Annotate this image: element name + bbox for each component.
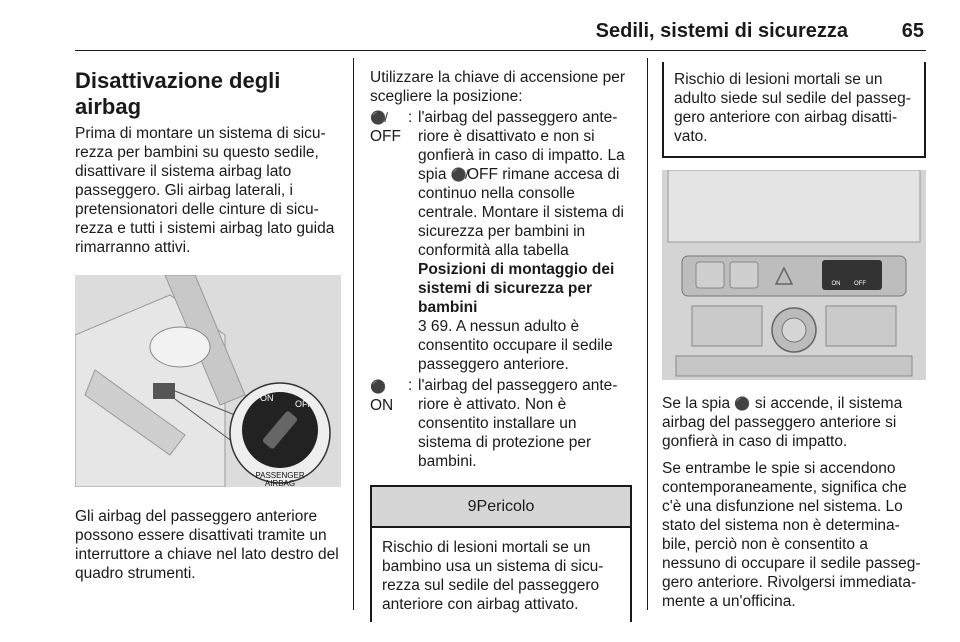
airbag-on-icon: ⚫ [370, 378, 387, 394]
danger-box [370, 485, 632, 622]
column-divider-left [353, 58, 354, 610]
definition-on-key: ⚫ ON [370, 378, 394, 414]
definition-off-key: ⚫̸ OFF [370, 110, 401, 146]
page-ref-arrow-icon: 3 [418, 318, 427, 336]
light-on-paragraph: Se la spia ⚫ si accende, il sistema airbag del passeggero anteriore si gonfierà in caso di impatto. [662, 395, 903, 451]
danger-title: Pericolo [476, 498, 535, 516]
airbag-off-icon: ⚫̸ [450, 167, 467, 183]
reference-title: Posizioni di montaggio dei sistemi di sicurezza per bambini [418, 261, 615, 317]
column-2 [370, 68, 632, 622]
console-on-label: ON [831, 281, 841, 287]
position-intro: Utilizzare la chiave di accensione per scegliere la posizione: [370, 69, 626, 105]
column-3 [662, 62, 926, 611]
definition-off-text: l'airbag del passeggero ante-riore è disattivato e non si gonfierà in caso di impatto. La spia ⚫̸OFF rimane accesa di continuo nella consolle centrale. Montare il sistema di sicurezza per bambini in conformità alla tabella Posizioni di montaggio dei sistemi di sicurezza per bambini 3 69. A nessun adulto è consentito occupare il sedile passeggero anteriore. [418, 109, 625, 374]
switch-label-line2: AIRBAG [264, 479, 296, 487]
section-title: Disattivazione degli airbag [75, 68, 281, 119]
airbag-off-icon: ⚫̸ [370, 110, 387, 126]
definition-on-text: l'airbag del passeggero ante-riore è attivato. Non è consentito installare un sistema di protezione per bambini. [418, 377, 618, 471]
console-off-label: OFF [854, 281, 866, 287]
switch-off-label: OFF [295, 399, 313, 409]
airbag-switch-illustration [75, 275, 341, 487]
center-console-illustration [662, 170, 926, 380]
column-1 [75, 62, 341, 583]
definition-on: ⚫ ON : l'airbag del passeggero ante-riore è attivato. Non è consentito installare un sistema di protezione per bambini. [370, 376, 632, 471]
key-switch-paragraph: Gli airbag del passeggero anteriore possono essere disattivati tramite un interruttore a chiave nel lato destro del quadro strumenti. [75, 508, 339, 582]
center-console-figure [662, 170, 926, 380]
intro-paragraph: Prima di montare un sistema di sicu-rezza per bambini su questo sedile, disattivare il sistema airbag lato passeggero. Gli airbag laterali, i pretensionatori delle cinture di sicu-rezza e tutti i sistemi airbag lato guida rimarranno attivi. [75, 125, 335, 256]
danger-text: Rischio di lesioni mortali se un bambino usa un sistema di sicu-rezza sul sedile del passeggero anteriore con airbag attivato. [382, 539, 604, 614]
column-divider-right [647, 58, 648, 610]
switch-on-label: ON [260, 393, 274, 403]
danger-box-continued: Rischio di lesioni mortali se un adulto siede sul sedile del passeg-gero anteriore con airbag disatti-vato. [662, 62, 926, 158]
definition-off: ⚫̸ OFF : l'airbag del passeggero ante-riore è disattivato e non si gonfierà in caso di impatto. La spia ⚫̸OFF rimane accesa di continuo nella consolle centrale. Montare il sistema di sicurezza per bambini in conformità alla tabella Posizioni di montaggio dei sistemi di sicurezza per bambini 3 69. A nessun adulto è consentito occupare il sedile passeggero anteriore. [370, 108, 632, 374]
danger-box-header [372, 487, 630, 528]
airbag-switch-figure [75, 275, 341, 487]
airbag-on-icon: ⚫ [734, 396, 751, 412]
page-header-title: Sedili, sistemi di sicurezza [595, 20, 848, 42]
switch-label-line1: PASSENGER [255, 471, 305, 480]
page-number: 65 [901, 20, 924, 42]
warning-triangle-icon: 9 [467, 498, 477, 516]
header-rule [75, 50, 926, 51]
malfunction-paragraph: Se entrambe le spie si accendono contemporaneamente, significa che c'è una disfunzione nel sistema. Lo stato del sistema non è determina-bile, perciò non è consentito a nessuno di occupare il sedile passeg-gero anteriore. Rivolgersi immediata-mente a un'officina. [662, 460, 921, 611]
